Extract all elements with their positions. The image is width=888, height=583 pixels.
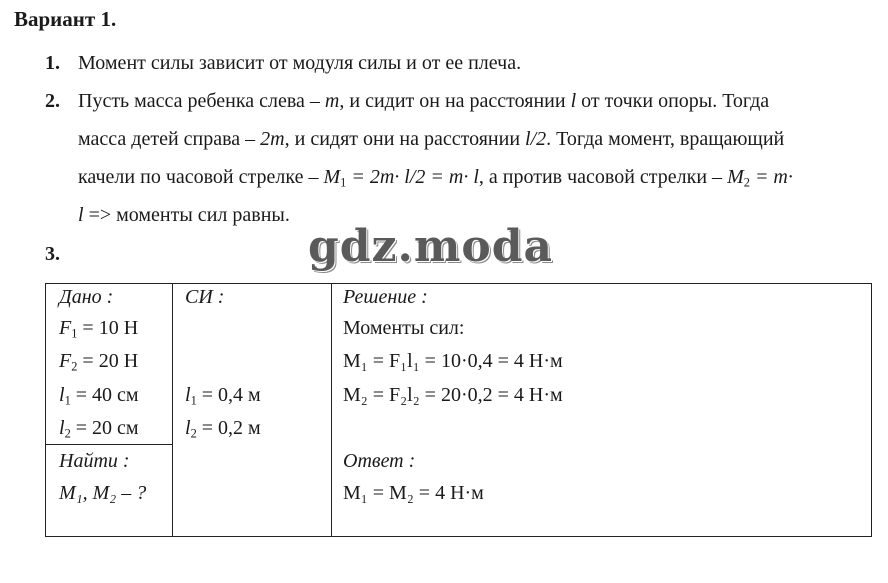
table-divider-2 — [331, 284, 332, 536]
item-text-1: Момент силы зависит от модуля силы и от ее плеча. — [78, 52, 522, 74]
solution-table — [45, 283, 872, 537]
given-f1: $F_1 = 10$ Н — [59, 317, 139, 341]
given-l2: $l_2 = 20$ см — [59, 417, 139, 441]
answer-value: M₁ = M₂ = 4 Н·м — [343, 482, 484, 504]
table-divider-1 — [172, 284, 173, 536]
solution-line-1: M₁ = F₁l₁ = 10·0,4 = 4 Н·м — [343, 350, 563, 372]
item-number-3: 3. — [45, 243, 60, 265]
solution-intro: Моменты сил: — [343, 317, 465, 339]
item-number-1: 1. — [45, 52, 60, 74]
given-l1: $l_1 = 40$ см — [59, 384, 139, 408]
item-2-line-4: l => моменты сил равны. — [78, 204, 290, 226]
given-f2: $F_2 = 20$ Н — [59, 350, 139, 374]
si-l2: $l_2 = 0,2$ м — [185, 417, 261, 441]
item-2-line-2: масса детей справа – 2m, и сидят они на расстоянии l/2. Тогда момент, вращающий — [78, 128, 785, 150]
table-divider-given — [46, 444, 172, 445]
solution-header: Решение : — [343, 286, 428, 308]
answer-header: Ответ : — [343, 450, 416, 472]
si-header: СИ : — [185, 286, 225, 308]
watermark: gdz.moda — [308, 221, 554, 272]
find-header: Найти : — [59, 450, 130, 472]
item-2-line-3: качели по часовой стрелке – $M_1 = 2m\cdot l/2 = m\cdot l$, а против часовой стрелки – $M_2 = m\cdot$ — [78, 166, 793, 190]
item-number-2: 2. — [45, 90, 60, 112]
page-title: Вариант 1. — [14, 7, 117, 31]
find-value: M₁, M₂ – ? — [59, 482, 147, 504]
item-2-line-1: Пусть масса ребенка слева – m, и сидит он на расстоянии l от точки опоры. Тогда — [78, 90, 770, 112]
solution-line-2: M₂ = F₂l₂ = 20·0,2 = 4 Н·м — [343, 384, 563, 406]
given-header: Дано : — [59, 286, 114, 308]
si-l1: $l_1 = 0,4$ м — [185, 384, 261, 408]
